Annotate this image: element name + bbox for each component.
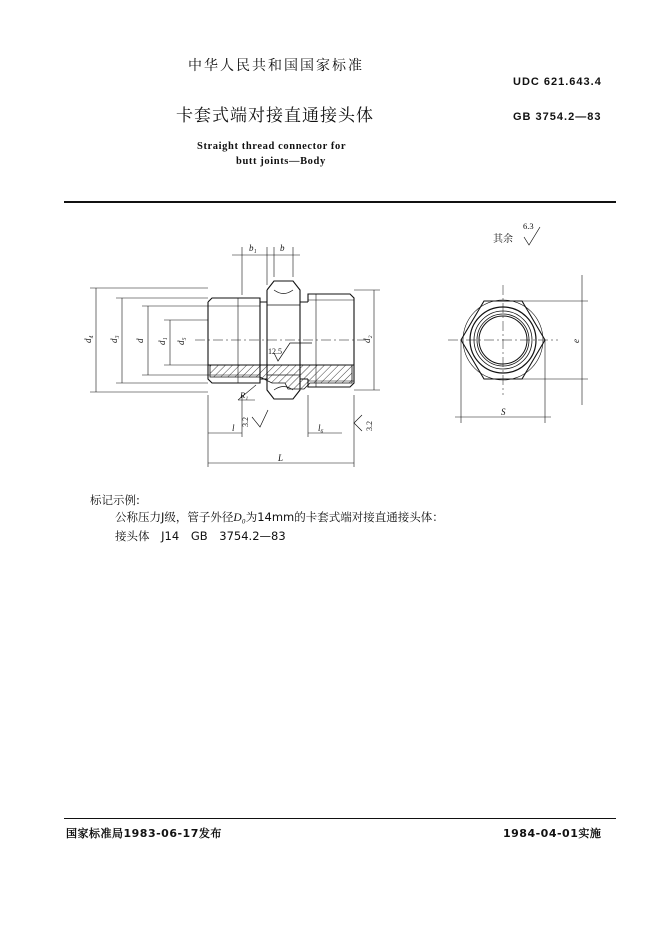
dim-b1-label: b₁: [249, 243, 257, 253]
roughness-symbol-right: [354, 415, 362, 431]
udc-code: UDC 621.643.4: [513, 76, 602, 88]
roughness-right-value: 3.2: [365, 421, 374, 431]
marking-example-desc-suffix: 为14mm的卡套式端对接直通接头体：: [245, 510, 444, 524]
dim-d2-label: d₂: [362, 335, 372, 343]
general-roughness-value: 6.3: [523, 221, 534, 231]
roughness-center-value: 12.5: [268, 347, 282, 356]
dim-d4-label: d₄: [83, 335, 93, 343]
dim-d-label: d: [135, 338, 145, 343]
standard-number: GB 3754.2—83: [513, 111, 602, 123]
dim-l-label: l: [232, 423, 235, 433]
radius-label: R₁: [240, 390, 249, 400]
marking-example-description: [115, 509, 444, 525]
marking-example-desc-symbol: D₀: [233, 512, 246, 524]
effective-date: 1984-04-01实施: [503, 827, 602, 840]
issue-date: 国家标准局1983-06-17发布: [66, 827, 222, 840]
footer-rule: [64, 818, 616, 819]
dim-l6-label: l₆: [318, 423, 324, 433]
marking-example-mark: 接头体 J14 GB 3754.2—83: [115, 529, 286, 543]
dim-d1-label: d₁: [157, 337, 167, 345]
section-hatching: [208, 365, 354, 389]
marking-example-heading: 标记示例:: [90, 493, 140, 507]
end-view: [448, 285, 558, 395]
dim-e-label: e: [571, 339, 581, 343]
dim-L-label: L: [278, 453, 284, 463]
dim-d5-label: d₅: [176, 337, 186, 345]
standard-title-cn: 卡套式端对接直通接头体: [176, 106, 374, 126]
issuing-organization: 中华人民共和国国家标准: [188, 58, 364, 74]
dim-b-label: b: [280, 243, 285, 253]
roughness-symbol-left: [252, 410, 268, 427]
marking-example-desc-prefix: 公称压力J级，管子外径: [115, 510, 234, 524]
left-diameter-dims: [90, 288, 208, 392]
standard-title-en-line1: Straight thread connector for: [197, 141, 347, 152]
dim-S-label: S: [501, 407, 506, 417]
technical-drawing: [60, 205, 620, 480]
roughness-left-value: 3.2: [241, 417, 250, 427]
header-rule: [64, 201, 616, 203]
top-dimensions: [232, 247, 300, 295]
general-roughness-label: 其余: [493, 234, 513, 245]
dim-d3-label: d₃: [109, 335, 119, 343]
standard-title-en-line2: butt joints—Body: [236, 156, 326, 167]
